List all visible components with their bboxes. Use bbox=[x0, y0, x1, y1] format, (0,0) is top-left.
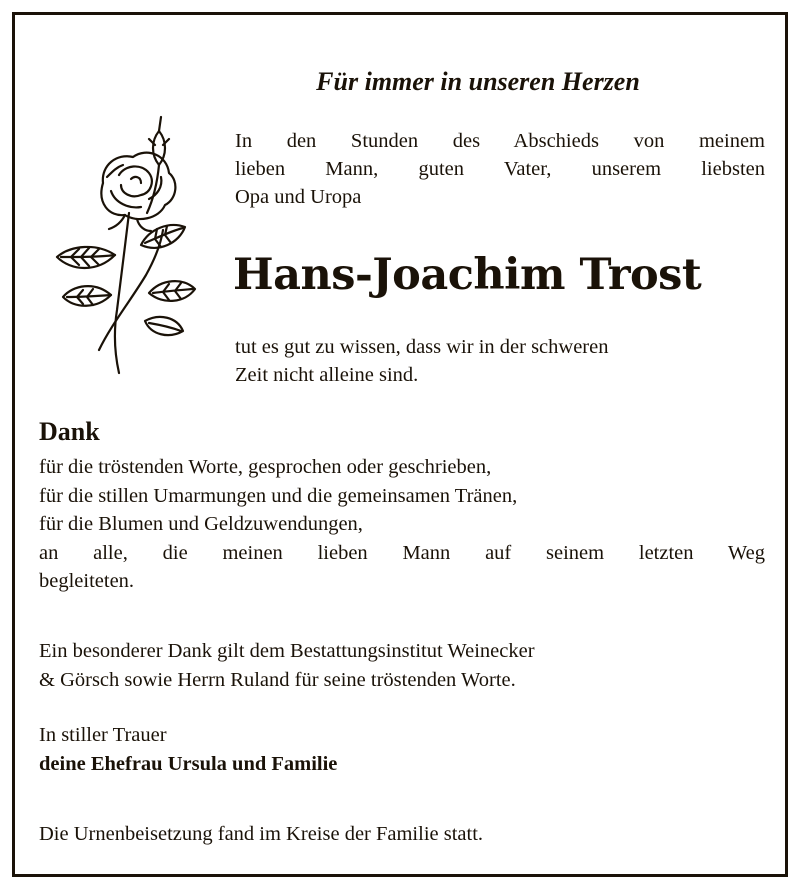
after-name-text bbox=[235, 333, 775, 389]
dank-line: begleiteten. bbox=[39, 570, 135, 592]
dank-line: für die stillen Umarmungen und die gemeinsamen Tränen, bbox=[39, 484, 518, 507]
dank-line: an alle, die meinen lieben Mann auf seinem letzten Weg bbox=[39, 541, 765, 564]
motto: Für immer in unseren Herzen bbox=[316, 67, 640, 96]
deceased-name: Hans-Joachim Trost bbox=[233, 250, 702, 300]
grief-label: In stiller Trauer bbox=[39, 724, 167, 746]
dank-heading: Dank bbox=[39, 417, 100, 446]
signature-block bbox=[39, 721, 765, 778]
dank-line: für die tröstenden Worte, gesprochen oder geschrieben, bbox=[39, 456, 492, 478]
family-signature: deine Ehefrau Ursula und Familie bbox=[39, 752, 338, 775]
rose-icon bbox=[41, 95, 201, 375]
special-line: & Görsch sowie Herrn Ruland für seine tröstenden Worte. bbox=[39, 668, 516, 691]
special-line: Ein besonderer Dank gilt dem Bestattungsinstitut Weinecker bbox=[39, 640, 535, 662]
after-line: Zeit nicht alleine sind. bbox=[235, 364, 419, 386]
intro-line: Opa und Uropa bbox=[235, 186, 362, 208]
urn-note bbox=[39, 820, 765, 849]
intro-line: In den Stunden des Abschieds von meinem bbox=[235, 130, 765, 152]
intro-text bbox=[235, 127, 765, 211]
after-line: tut es gut zu wissen, dass wir in der schweren bbox=[235, 336, 609, 358]
urn-line: Die Urnenbeisetzung fand im Kreise der Familie statt. bbox=[39, 823, 484, 845]
intro-line: lieben Mann, guten Vater, unserem liebsten bbox=[235, 158, 765, 180]
special-thanks bbox=[39, 637, 765, 694]
dank-text bbox=[39, 453, 765, 596]
dank-line: für die Blumen und Geldzuwendungen, bbox=[39, 513, 363, 535]
obituary-notice bbox=[12, 12, 788, 877]
